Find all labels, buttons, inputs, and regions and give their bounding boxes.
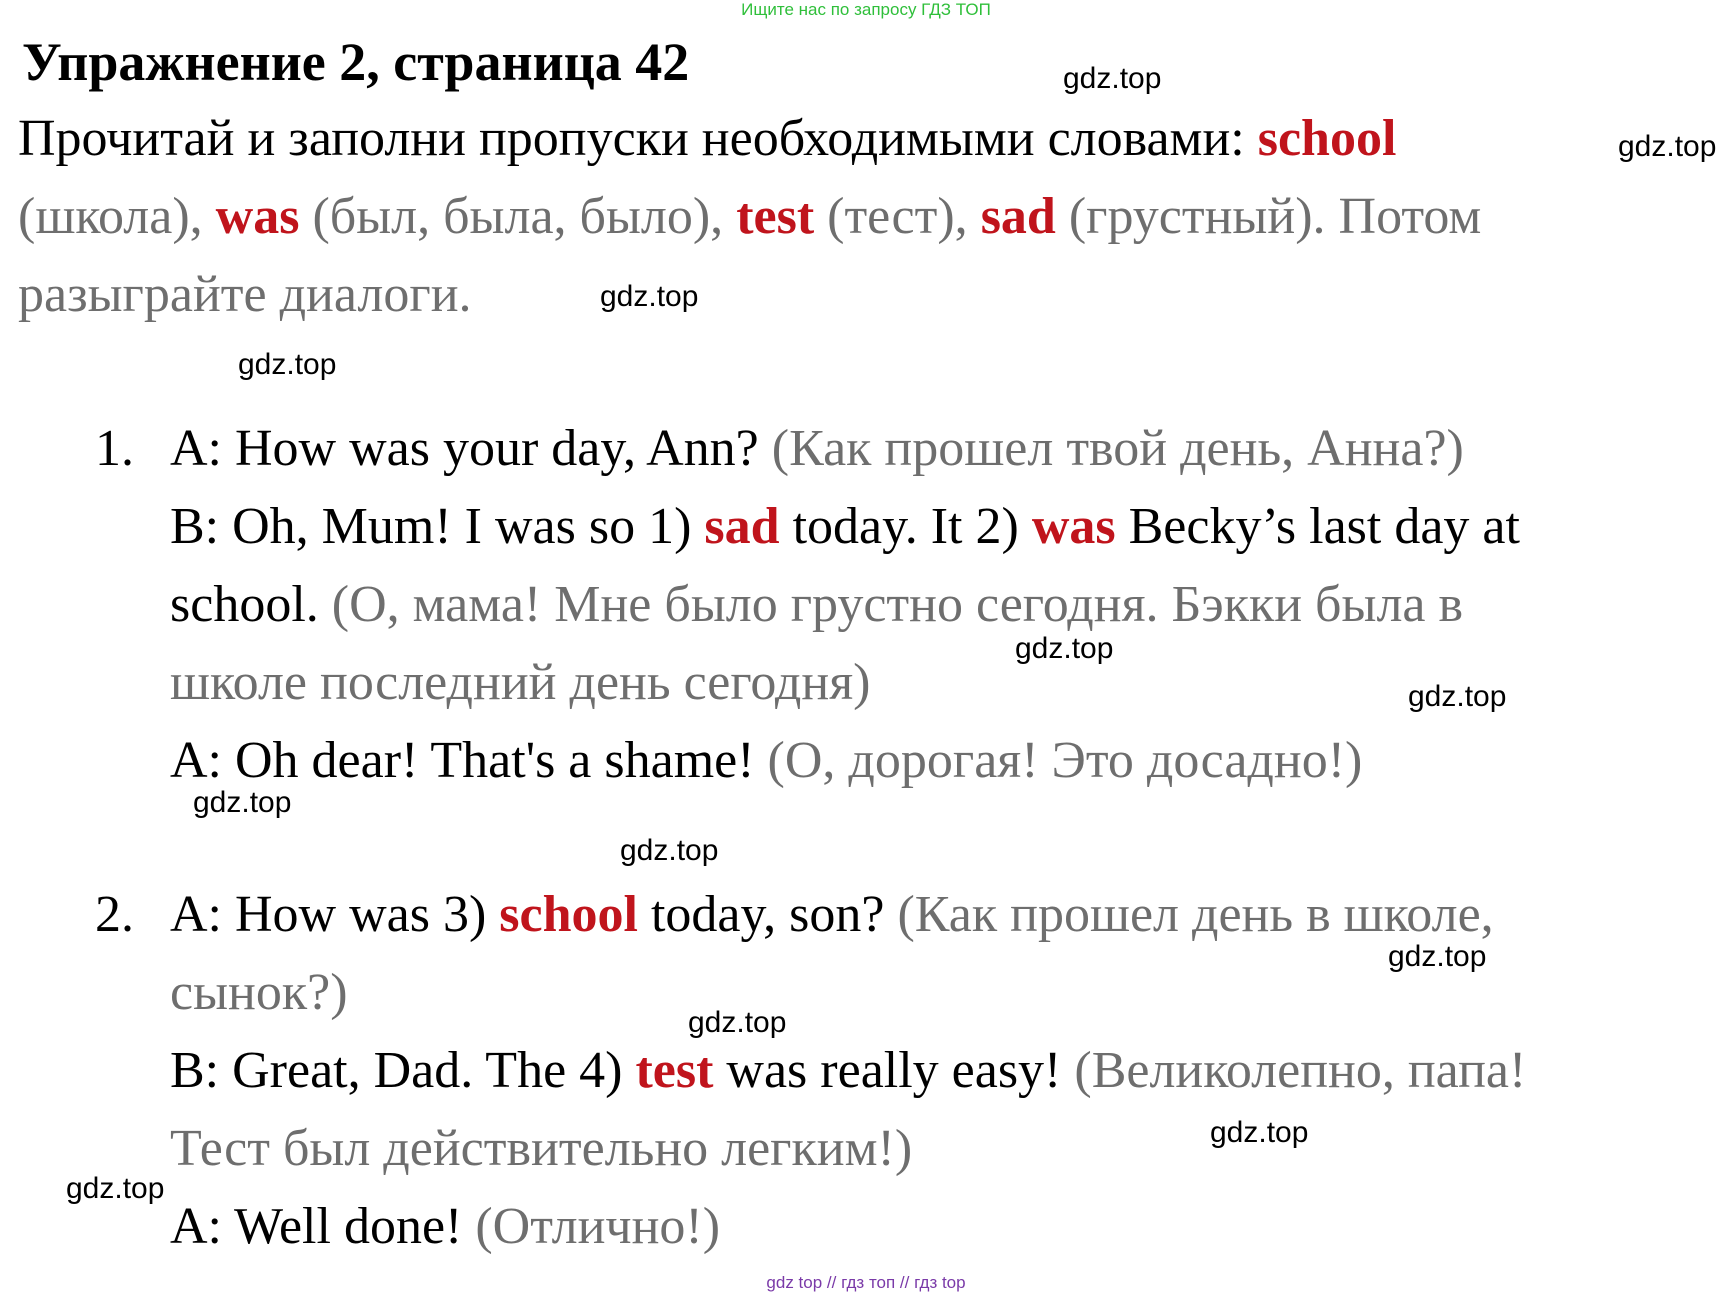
d2-a1-russian-1: (Как прошел день в школе, <box>897 886 1494 943</box>
answer-1: sad <box>704 498 780 555</box>
top-banner: Ищите нас по запросу ГДЗ ТОП <box>741 0 991 19</box>
translation-school: (школа), <box>18 188 203 245</box>
translation-was: (был, была, было), <box>312 188 724 245</box>
d2-a2-russian: (Отлично!) <box>475 1198 721 1255</box>
d1-b-russian-1: (О, мама! Мне было грустно сегодня. Бэкки была в <box>331 576 1464 633</box>
watermark: gdz.top <box>1063 62 1162 95</box>
d1-b-russian-2: школе последний день сегодня) <box>170 654 871 711</box>
word-was: was <box>215 188 300 245</box>
watermark: gdz.top <box>66 1172 165 1205</box>
instructions-text: Прочитай и заполни пропуски необходимыми словами: <box>18 110 1245 167</box>
word-school: school <box>1257 110 1397 167</box>
watermark: gdz.top <box>1618 130 1717 163</box>
d2-a1-russian-2: сынок?) <box>170 964 348 1021</box>
d1-b-english-4: school. <box>170 576 319 633</box>
watermark: gdz.top <box>238 348 337 381</box>
d1-b-english-3: Becky’s last day at <box>1128 498 1520 555</box>
d1-line-b1 <box>170 496 1520 558</box>
d1-line-b2 <box>170 574 1463 636</box>
d2-b-english-1: B: Great, Dad. The 4) <box>170 1042 623 1099</box>
d1-b-english-2: today. It 2) <box>792 498 1019 555</box>
d2-b-russian-2: Тест был действительно легким!) <box>170 1120 913 1177</box>
d1-b-english-1: B: Oh, Mum! I was so 1) <box>170 498 692 555</box>
instructions-line-1 <box>18 108 1396 170</box>
d1-a1-english: A: How was your day, Ann? <box>170 420 759 477</box>
answer-2: was <box>1031 498 1116 555</box>
watermark: gdz.top <box>1408 680 1507 713</box>
dialogue-number-1: 1. <box>95 420 134 477</box>
dialogue-number-2: 2. <box>95 886 134 943</box>
d2-b-russian-1: (Великолепно, папа! <box>1074 1042 1527 1099</box>
page-title: Упражнение 2, страница 42 <box>22 32 690 92</box>
watermark: gdz.top <box>1015 632 1114 665</box>
d1-a1-russian: (Как прошел твой день, Анна?) <box>771 420 1464 477</box>
instructions-line-3: разыграйте диалоги. <box>18 266 472 323</box>
d2-b-english-2: was really easy! <box>726 1042 1062 1099</box>
answer-4: test <box>635 1042 714 1099</box>
d2-line-b1 <box>170 1040 1526 1102</box>
watermark: gdz.top <box>620 834 719 867</box>
watermark: gdz.top <box>688 1006 787 1039</box>
d1-line-a1 <box>170 418 1464 480</box>
watermark: gdz.top <box>600 280 699 313</box>
watermark: gdz.top <box>1388 940 1487 973</box>
watermark: gdz.top <box>193 786 292 819</box>
watermark: gdz.top <box>1210 1116 1309 1149</box>
bottom-note: gdz top // гдз топ // гдз top <box>766 1273 966 1292</box>
translation-test: (тест), <box>827 188 968 245</box>
word-sad: sad <box>980 188 1056 245</box>
answer-3: school <box>499 886 638 943</box>
d2-a1-english-1: A: How was 3) <box>170 886 487 943</box>
d2-line-a2 <box>170 1196 720 1258</box>
word-test: test <box>736 188 815 245</box>
d2-a1-english-2: today, son? <box>650 886 885 943</box>
instructions-line-2 <box>18 186 1481 248</box>
d1-a2-english: A: Oh dear! That's a shame! <box>170 732 755 789</box>
d1-line-a2 <box>170 730 1362 792</box>
translation-sad: (грустный). Потом <box>1068 188 1482 245</box>
d2-a2-english: A: Well done! <box>170 1198 463 1255</box>
d2-line-a1 <box>170 884 1494 946</box>
d1-a2-russian: (О, дорогая! Это досадно!) <box>767 732 1363 789</box>
